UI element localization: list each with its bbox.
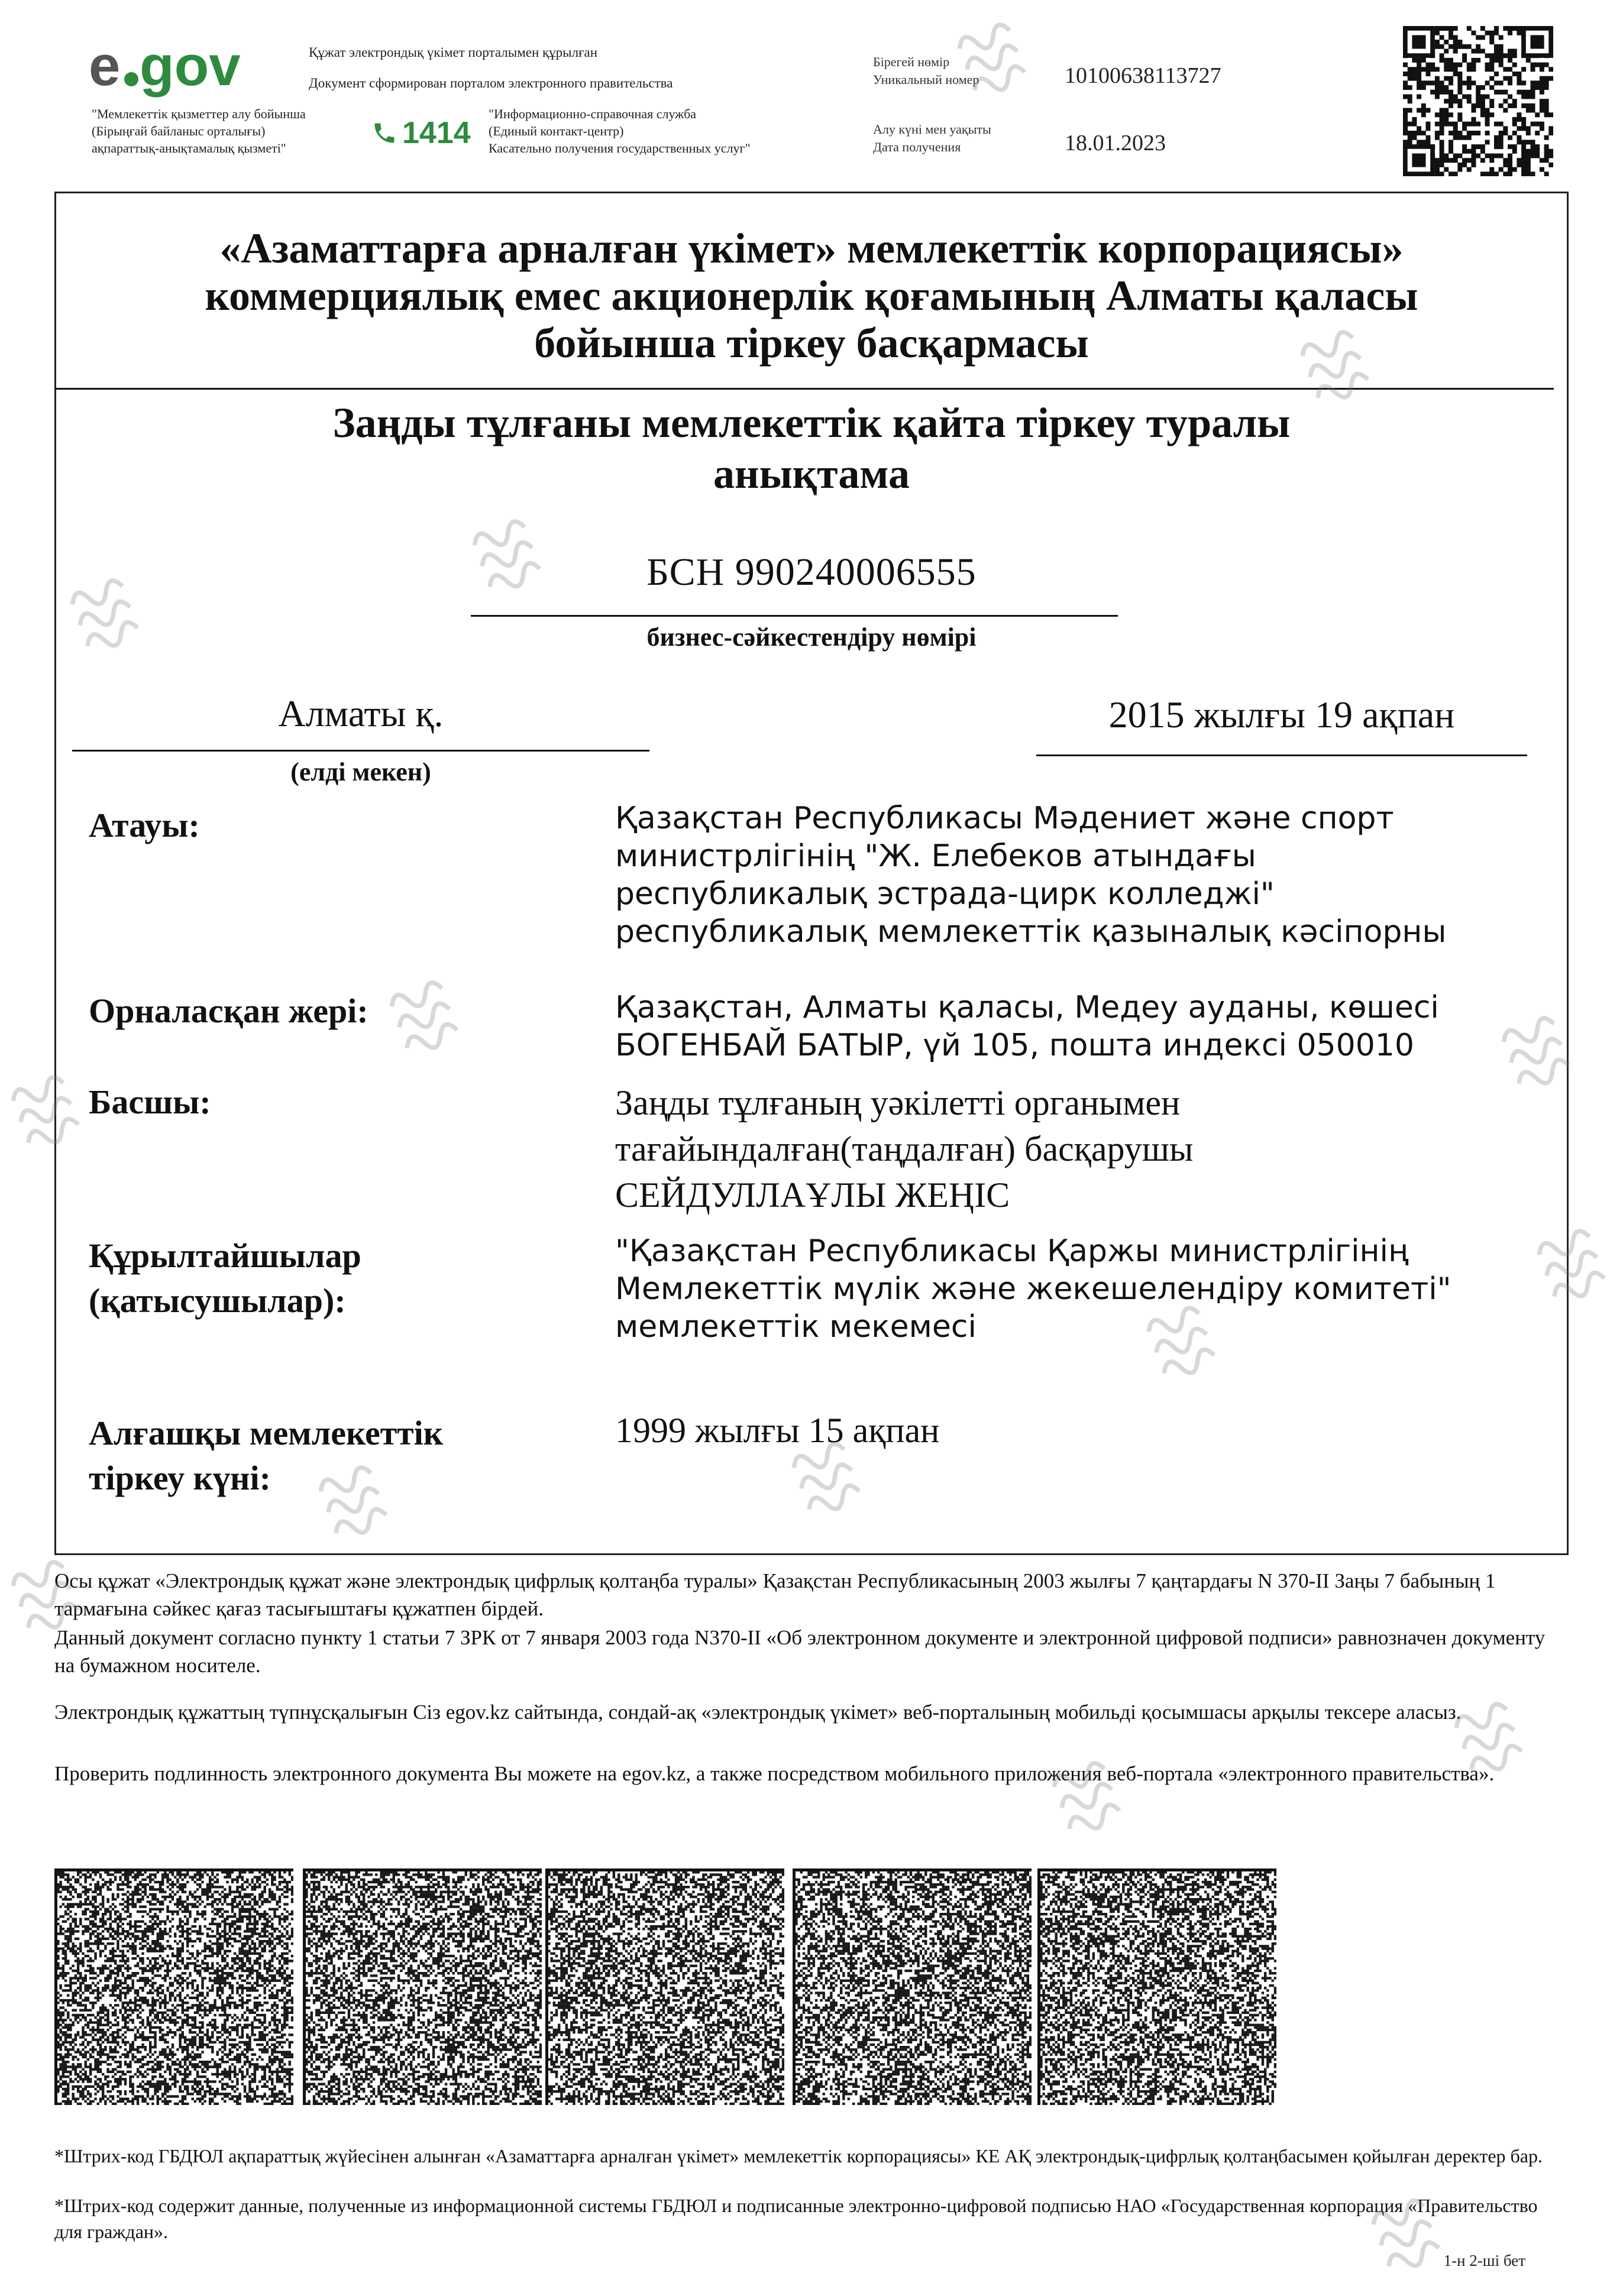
page-number: 1-н 2-ші бет xyxy=(1444,2252,1525,2270)
value-line: тағайындалған(таңдалған) басқарушы xyxy=(615,1126,1550,1172)
verify-note-kz: Электрондық құжаттың түпнұсқалығын Сіз egov.kz сайтында, сондай-ақ «электрондық үкімет» веб-порталының мобильді қосымшасы арқылы тексере аласыз. xyxy=(54,1698,1569,1726)
ornament-watermark-icon xyxy=(1491,1005,1579,1097)
label-line: тіркеу күні: xyxy=(89,1456,562,1501)
field-name-label: Атауы: xyxy=(89,803,562,848)
bsn-underline xyxy=(471,615,1118,617)
barcode-icon xyxy=(1037,1868,1276,2105)
field-founders-label xyxy=(89,1233,562,1323)
phone-icon xyxy=(371,120,397,146)
ornament-watermark-icon xyxy=(0,1064,89,1156)
svg-text:e: e xyxy=(89,34,120,98)
header-qr-code xyxy=(1403,26,1553,176)
service-ru-line: "Информационно-справочная служба xyxy=(489,105,751,122)
data-barcode xyxy=(54,1868,293,2105)
contact-phone xyxy=(371,115,471,151)
phone-number: 1414 xyxy=(402,115,471,151)
field-head-label: Басшы: xyxy=(89,1080,562,1125)
org-title-line: бойынша тіркеу басқармасы xyxy=(54,319,1569,367)
service-notice-ru xyxy=(489,105,751,157)
ornament-watermark-icon xyxy=(946,12,1035,103)
portal-notice-ru: Документ сформирован порталом электронного правительства xyxy=(309,75,673,92)
label-line: Алғашқы мемлекеттік xyxy=(89,1411,562,1456)
ornament-watermark-icon xyxy=(379,970,467,1061)
ornament-watermark-icon xyxy=(1289,319,1378,411)
legal-note-ru: Данный документ согласно пункту 1 статьи 7 ЗРК от 7 января 2003 года N370-II «Об электронном документе и электронной цифровой подписи» равнозначен документу на бумажном носителе. xyxy=(54,1624,1569,1679)
unique-label-ru: Уникальный номер xyxy=(873,71,979,89)
place-value: Алматы қ. xyxy=(71,692,651,736)
label-line: Құрылтайшылар xyxy=(89,1233,562,1278)
doc-title-line: Заңды тұлғаны мемлекеттік қайта тіркеу туралы xyxy=(0,397,1623,448)
value-line: республикалық эстрада-цирк колледжі" xyxy=(615,875,1550,913)
barcode-footnote-ru: *Штрих-код содержит данные, полученные из информационной системы ГБДЮЛ и подписанные электронно-цифровой подписью НАО «Государственная корпорация «Правительство для граждан». xyxy=(54,2193,1569,2245)
data-barcode xyxy=(1037,1868,1276,2105)
value-line: Мемлекеттік мүлік және жекешелендіру комитеті" xyxy=(615,1270,1550,1308)
service-ru-line: Касательно получения государственных услуг" xyxy=(489,140,751,157)
field-founders-value xyxy=(615,1232,1550,1346)
field-first-registration-value: 1999 жылғы 15 ақпан xyxy=(615,1410,1550,1451)
value-line: Қазақстан Республикасы Мәдениет және спорт xyxy=(615,799,1550,837)
barcode-icon xyxy=(793,1868,1032,2105)
field-name-value xyxy=(615,799,1550,951)
qr-code-icon xyxy=(1403,26,1553,176)
value-line: Қазақстан, Алматы қаласы, Медеу ауданы, көшесі xyxy=(615,989,1550,1026)
value-line: министрлігінің "Ж. Елебеков атындағы xyxy=(615,837,1550,875)
service-notice-kz xyxy=(92,105,306,157)
data-barcode xyxy=(793,1868,1032,2105)
barcode-icon xyxy=(54,1868,293,2105)
ornament-watermark-icon xyxy=(1526,1218,1615,1310)
value-line: республикалық мемлекеттік қазыналық кәсіпорны xyxy=(615,913,1550,951)
portal-notice-kz: Құжат электрондық үкімет порталымен құрылған xyxy=(309,44,597,61)
ornament-watermark-icon xyxy=(1360,2188,1449,2279)
place-caption: (елді мекен) xyxy=(71,757,651,787)
ornament-watermark-icon xyxy=(1041,1750,1130,1842)
receipt-date-label xyxy=(873,121,991,156)
value-line: "Қазақстан Республикасы Қаржы министрлігінің xyxy=(615,1232,1550,1270)
unique-label-kz: Бірегей нөмір xyxy=(873,53,979,71)
service-ru-line: (Единый контакт-центр) xyxy=(489,122,751,140)
service-kz-line: "Мемлекеттік қызметтер алу бойынша xyxy=(92,105,306,122)
value-line: Заңды тұлғаның уәкілетті органымен xyxy=(615,1080,1550,1126)
bsn-value: БСН 990240006555 xyxy=(0,550,1623,595)
data-barcode xyxy=(303,1868,542,2105)
value-line: СЕЙДУЛЛАҰЛЫ ЖЕҢІС xyxy=(615,1172,1550,1218)
egov-logo-icon xyxy=(89,31,284,108)
service-kz-line: (Бірыңғай байланыс орталығы) xyxy=(92,122,306,140)
barcode-footnote-kz: *Штрих-код ГБДЮЛ ақпараттық жүйесінен алынған «Азаматтарға арналған үкімет» мемлекеттік корпорациясы» КЕ АҚ электрондық-цифрлық қолтаңбасымен қойылған деректер бар. xyxy=(54,2143,1569,2169)
ornament-watermark-icon xyxy=(59,568,148,659)
verify-note-ru: Проверить подлинность электронного документа Вы можете на egov.kz, а также посредством мобильного приложения веб-портала «электронного правительства». xyxy=(54,1760,1569,1787)
date-label-kz: Алу күні мен уақыты xyxy=(873,121,991,138)
unique-number-value: 10100638113727 xyxy=(1065,63,1221,89)
field-location-value xyxy=(615,989,1550,1064)
receipt-date-value: 18.01.2023 xyxy=(1065,130,1166,156)
label-line: (қатысушылар): xyxy=(89,1278,562,1323)
ornament-watermark-icon xyxy=(461,509,550,600)
ornament-watermark-icon xyxy=(1136,1295,1224,1387)
field-location-label: Орналасқан жері: xyxy=(89,989,562,1034)
document-title xyxy=(0,397,1623,499)
svg-text:gov: gov xyxy=(140,34,241,98)
org-title-line: коммерциялық емес акционерлік қоғамының Алматы қаласы xyxy=(54,272,1569,319)
doc-title-line: анықтама xyxy=(0,448,1623,499)
data-barcode xyxy=(545,1868,784,2105)
date-label-ru: Дата получения xyxy=(873,138,991,156)
ornament-watermark-icon xyxy=(781,1431,869,1523)
field-head-value xyxy=(615,1080,1550,1218)
legal-note-kz: Осы құжат «Электрондық құжат және электрондық цифрлық қолтаңба туралы» Қазақстан Республикасының 2003 жылғы 7 қаңтардағы N 370-II Заңы 7 бабының 1 тармағына сәйкес қағаз тасығыштағы құжатпен бірдей. xyxy=(54,1567,1569,1623)
ornament-watermark-icon xyxy=(1443,1691,1532,1783)
value-line: БОГЕНБАЙ БАТЫР, үй 105, пошта индексі 050010 xyxy=(615,1026,1550,1064)
barcode-icon xyxy=(545,1868,784,2105)
value-line: мемлекеттік мекемесі xyxy=(615,1308,1550,1346)
service-kz-line: ақпараттық-анықтамалық қызметі" xyxy=(92,140,306,157)
ornament-watermark-icon xyxy=(0,1549,89,1641)
place-underline xyxy=(72,750,649,752)
barcode-icon xyxy=(303,1868,542,2105)
ornament-watermark-icon xyxy=(308,1455,396,1546)
bsn-caption: бизнес-сәйкестендіру нөмірі xyxy=(0,622,1623,652)
registration-date-value: 2015 жылғы 19 ақпан xyxy=(1036,693,1527,737)
org-title-line: «Азаматтарға арналған үкімет» мемлекеттік корпорациясы» xyxy=(54,225,1569,272)
egov-logo xyxy=(89,31,284,108)
date-underline xyxy=(1036,754,1527,756)
